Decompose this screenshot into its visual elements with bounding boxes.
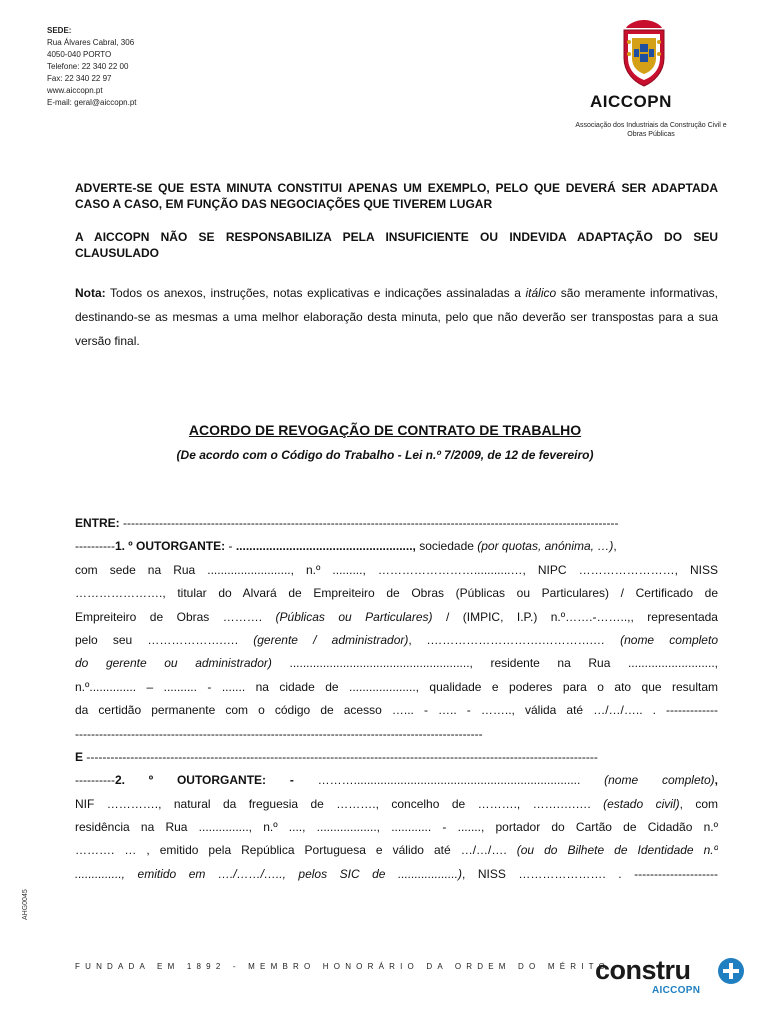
outorgante-1-soc-type: (por quotas, anónima, …) — [477, 539, 614, 554]
body-line-3: com sede na Rua ........................., n.º ........., ……………………...........…, NIPC ……………………, NISS — [75, 562, 718, 577]
nota-label: Nota: — [75, 286, 106, 300]
body-line-6-b: (gerente / administrador) — [253, 632, 409, 647]
body-line-13 — [75, 793, 718, 816]
sede-email: E-mail: geral@aiccopn.pt — [47, 98, 137, 107]
outorgante-1-dash: - — [228, 539, 236, 554]
body-line-8: n.º.............. – .......... - ....... na cidade de ...................., qualidade e poderes para o ato que resultam — [75, 679, 718, 694]
aiccopn-brand-subtitle: Associação dos Industriais da Construção Civil e Obras Públicas — [575, 122, 727, 138]
entre-line — [75, 512, 718, 535]
constru-logo — [595, 955, 755, 1005]
body-line-6-d: (nome completo — [620, 632, 718, 647]
body-line-13-a: NIF …………., natural da freguesia de ………., concelho de ………., …….….…. — [75, 796, 604, 811]
side-document-code: AHG0045 — [22, 889, 29, 920]
plus-circle-icon — [717, 957, 745, 985]
e-line — [75, 746, 718, 769]
warning-paragraph-1: ADVERTE-SE QUE ESTA MINUTA CONSTITUI APENAS UM EXEMPLO, PELO QUE DEVERÁ SER ADAPTADA CASO A CASO, EM FUNÇÃO DAS NEGOCIAÇÕES QUE TIVEREM LUGAR — [75, 181, 718, 211]
body-line-16 — [75, 863, 718, 886]
outorgante-1-label: 1. º OUTORGANTE: — [114, 539, 229, 554]
outorgante-2-name: (nome completo) — [604, 773, 715, 788]
document-subtitle: (De acordo com o Código do Trabalho - Lei n.º 7/2009, de 12 de fevereiro) — [176, 448, 594, 462]
sede-street: Rua Álvares Cabral, 306 — [47, 38, 135, 47]
sede-title: SEDE: — [47, 26, 72, 35]
footer-motto: FUNDADA EM 1892 - MEMBRO HONORÁRIO DA ORDEM DO MÉRITO — [75, 962, 611, 971]
outorgante-1-soc: sociedade — [419, 539, 478, 554]
coat-of-arms-icon — [618, 18, 670, 88]
body-line-4: …………………., titular do Alvará de Empreiteiro de Obras (Públicas ou Particulares) / Certificado de — [75, 586, 718, 601]
body-line-13-b: (estado civil) — [603, 796, 680, 811]
body-line-5 — [75, 606, 718, 629]
body-line-16-a: .............., emitido em …./……/….., pelos SIC de ..................) — [75, 866, 463, 881]
entre-dashes: ---------------------------------------------------------------------------------------------------------------------------- — [123, 516, 619, 530]
sede-phone: Telefone: 22 340 22 00 — [47, 62, 129, 71]
body-line-5-c: / (IMPIC, I.P.) n.º…….-……..,, representada — [432, 609, 718, 624]
body-line-6-a: pelo seu ……………….…. — [75, 632, 254, 647]
sede-website: www.aiccopn.pt — [47, 86, 103, 95]
outorgante-1-dots: ....................................................., — [235, 539, 420, 554]
e-label: E — [75, 749, 87, 764]
body-line-5-a: Empreiteiro de Obras ………. — [75, 609, 276, 624]
sede-postal: 4050-040 PORTO — [47, 50, 112, 59]
body-line-10: ------------------------------------------------------------------------------------------------------ — [75, 726, 483, 741]
entre-label: ENTRE: — [75, 516, 123, 530]
outorgante-2-line — [75, 769, 718, 792]
body-line-16-b: , NISS …………………. . --------------------- — [462, 866, 718, 881]
outorgante-1-end: , — [613, 539, 617, 554]
body-line-15 — [75, 839, 718, 862]
nota-italic-word: itálico — [525, 286, 557, 300]
body-line-14: residência na Rua ..............., n.º ...., .................., ............ - ......., portador do Cartão de Cidadão n.º — [75, 820, 718, 835]
constru-logo-sub: AICCOPN — [652, 985, 701, 996]
document-title: ACORDO DE REVOGAÇÃO DE CONTRATO DE TRABALHO — [188, 422, 582, 438]
outorgante-2-prefix: ---------- — [75, 773, 115, 788]
sede-fax: Fax: 22 340 22 97 — [47, 74, 112, 83]
body-line-6 — [75, 629, 718, 652]
sede-address — [47, 25, 137, 109]
body-line-7 — [75, 652, 718, 675]
nota-paragraph — [75, 281, 718, 353]
body-line-13-c: , com — [679, 796, 718, 811]
constru-logo-word: constru — [595, 955, 691, 985]
e-dashes: -------------------------------------------------------------------------------------------------------------------------------- — [86, 749, 598, 764]
body-line-7-a: do gerente ou administrador) — [75, 656, 272, 671]
body-line-9: da certidão permanente com o código de acesso …... - ….. - …….., válida até …/…/….. . ------------- — [75, 703, 718, 718]
body-line-15-b: (ou do Bilhete de Identidade n.º — [516, 843, 718, 858]
body-line-6-c: , .……………………….………….… — [408, 632, 621, 647]
aiccopn-logo — [560, 18, 750, 143]
aiccopn-brand: AICCOPN — [590, 92, 672, 111]
outorgante-2-end: , — [714, 773, 718, 788]
outorgante-1-line — [75, 535, 718, 558]
nota-text-after: são meramente informativas, destinando-se as mesmas a uma melhor elaboração desta minuta, pelo que não deverão ser transpostas para a sua versão final. — [75, 286, 719, 348]
contract-body — [75, 512, 718, 886]
body-line-7-b: ......................................................, residente na Rua .........................., — [271, 656, 718, 671]
warning-paragraph-2: A AICCOPN NÃO SE RESPONSABILIZA PELA INSUFICIENTE OU INDEVIDA ADAPTAÇÃO DO SEU CLAUSULADO — [75, 230, 718, 260]
nota-text-before: Todos os anexos, instruções, notas explicativas e indicações assinaladas a — [105, 286, 526, 300]
body-line-15-a: ………. … , emitido pela República Portuguesa e válido até …/…/…. — [75, 843, 517, 858]
outorgante-1-prefix: ---------- — [75, 539, 115, 554]
outorgante-2-dots: ……….................................................................... — [293, 773, 605, 788]
body-line-5-b: (Públicas ou Particulares) — [275, 609, 433, 624]
outorgante-2-label: 2. º OUTORGANTE: - — [114, 773, 294, 788]
